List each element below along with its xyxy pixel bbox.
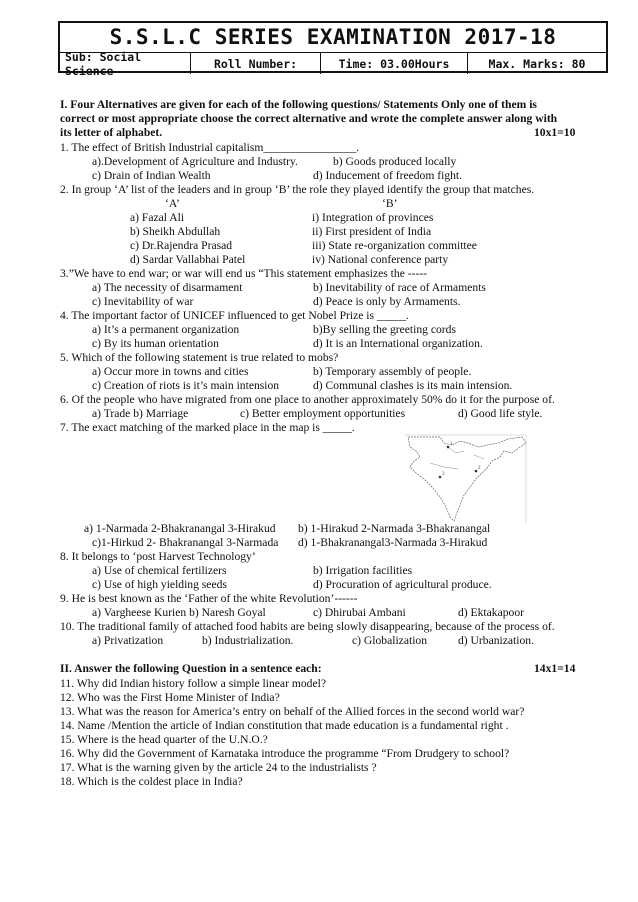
section1-instruction-line1: I. Four Alternatives are given for each of the following questions/ Statements Only one of them is [60,98,537,111]
question-3: 3.”We have to end war; or war will end us “This statement emphasizes the ----- [60,267,428,280]
question-14: 14. Name /Mention the article of Indian constitution that made education is a fundamental right . [60,719,509,732]
q3-option-a: a) The necessity of disarmament [92,281,243,294]
q4-option-b: b)By selling the greeting cords [313,323,456,336]
q2-item-iv: iv) National conference party [312,253,449,266]
q2-column-a-heading: ‘A’ [165,197,180,210]
question-4: 4. The important factor of UNICEF influenced to get Nobel Prize is _____. [60,309,409,322]
q3-option-d: d) Peace is only by Armaments. [313,295,461,308]
q6-options-ab: a) Trade b) Marriage [92,407,189,420]
header-info-row [60,49,606,78]
q8-option-d: d) Procuration of agricultural produce. [313,578,492,591]
map-frame-shape [404,435,526,523]
question-8: 8. It belongs to ‘post Harvest Technology’ [60,550,256,563]
q5-option-a: a) Occur more in towns and cities [92,365,249,378]
map-label-3: 3 [442,472,445,477]
section1-instruction-line3: its letter of alphabet. [60,126,163,139]
q10-option-b: b) Industrialization. [202,634,294,647]
question-15: 15. Where is the head quarter of the U.N.O.? [60,733,268,746]
q7-option-d: d) 1-Bhakranangal3-Narmada 3-Hirakud [298,536,488,549]
map-marker-3-dot [439,476,442,479]
q7-option-c: c)1-Hirkud 2- Bhakranangal 3-Narmada [92,536,279,549]
q3-option-b: b) Inevitability of race of Armaments [313,281,486,294]
section2-marks: 14x1=14 [534,662,576,675]
q8-option-c: c) Use of high yielding seeds [92,578,227,591]
q2-item-ii: ii) First president of India [312,225,432,238]
q10-option-d: d) Urbanization. [458,634,534,647]
q5-option-d: d) Communal clashes is its main intension. [313,379,513,392]
section1-instruction-line2: correct or most appropriate choose the correct alternative and wrote the complete answer along with [60,112,558,125]
q2-item-d: d) Sardar Vallabhai Patel [130,253,246,266]
q6-option-d: d) Good life style. [458,407,543,420]
q9-options-ab: a) Vargheese Kurien b) Naresh Goyal [92,606,266,619]
q8-option-a: a) Use of chemical fertilizers [92,564,227,577]
roll-number-cell: Roll Number: [191,53,321,74]
question-16: 16. Why did the Government of Karnataka introduce the programme “From Drudgery to school? [60,747,510,760]
map-label-2: 2 [478,466,481,471]
question-12: 12. Who was the First Home Minister of India? [60,691,280,704]
q7-option-a: a) 1-Narmada 2-Bhakranangal 3-Hirakud [84,522,276,535]
question-13: 13. What was the reason for America’s entry on behalf of the Allied forces in the second world war? [60,705,525,718]
q4-option-c: c) By its human orientation [92,337,219,350]
question-11: 11. Why did Indian history follow a simple linear model? [60,677,326,690]
india-outline-shape [408,437,526,521]
q2-item-iii: iii) State re-organization committee [312,239,477,252]
q3-option-c: c) Inevitability of war [92,295,194,308]
map-marker-1-dot [447,446,450,449]
max-marks-cell: Max. Marks: 80 [488,56,586,71]
question-18: 18. Which is the coldest place in India? [60,775,243,788]
india-map [400,433,530,525]
q1-option-d: d) Inducement of freedom fight. [313,169,463,182]
question-9: 9. He is best known as the ‘Father of the white Revolution’------ [60,592,358,605]
q4-option-a: a) It’s a permanent organization [92,323,240,336]
question-2: 2. In group ‘A’ list of the leaders and in group ‘B’ the role they played identify the group that matches. [60,183,535,196]
q10-option-a: a) Privatization [92,634,164,647]
q10-option-c: c) Globalization [352,634,428,647]
q4-option-d: d) It is an International organization. [313,337,483,350]
map-marker-2-dot [475,470,478,473]
question-1: 1. The effect of British Industrial capitalism________________. [60,141,360,154]
q8-option-b: b) Irrigation facilities [313,564,413,577]
section2-instruction: II. Answer the following Question in a sentence each: [60,662,322,675]
q2-item-a: a) Fazal Ali [130,211,185,224]
question-6: 6. Of the people who have migrated from one place to another approximately 50% do it for the purpose of. [60,393,555,406]
q1-option-c: c) Drain of Indian Wealth [92,169,211,182]
q6-option-c: c) Better employment opportunities [240,407,406,420]
question-5: 5. Which of the following statement is true related to mobs? [60,351,339,364]
q9-option-d: d) Ektakapoor [458,606,524,619]
question-7: 7. The exact matching of the marked place in the map is _____. [60,421,355,434]
q1-option-b: b) Goods produced locally [333,155,457,168]
q2-item-i: i) Integration of provinces [312,211,434,224]
map-label-1: 1 [450,442,453,447]
q2-item-c: c) Dr.Rajendra Prasad [130,239,233,252]
section1-marks: 10x1=10 [534,126,576,139]
q5-option-b: b) Temporary assembly of people. [313,365,472,378]
question-10: 10. The traditional family of attached food habits are being slowly disappearing, because of the process of. [60,620,555,633]
map-river-lines [430,447,484,469]
q2-column-b-heading: ‘B’ [382,197,398,210]
exam-title: S.S.L.C SERIES EXAMINATION 2017-18 [109,25,557,49]
q5-option-c: c) Creation of riots is it’s main intension [92,379,280,392]
q7-option-b: b) 1-Hirakud 2-Narmada 3-Bhakranangal [298,522,491,535]
time-cell: Time: 03.00Hours [321,53,468,74]
question-17: 17. What is the warning given by the article 24 to the industrialists ? [60,761,377,774]
subject-cell: Sub: Social Science [60,53,191,74]
q1-option-a: a).Development of Agriculture and Industry. [92,155,298,168]
q2-item-b: b) Sheikh Abdullah [130,225,221,238]
q9-option-c: c) Dhirubai Ambani [313,606,406,619]
exam-header [58,21,608,78]
